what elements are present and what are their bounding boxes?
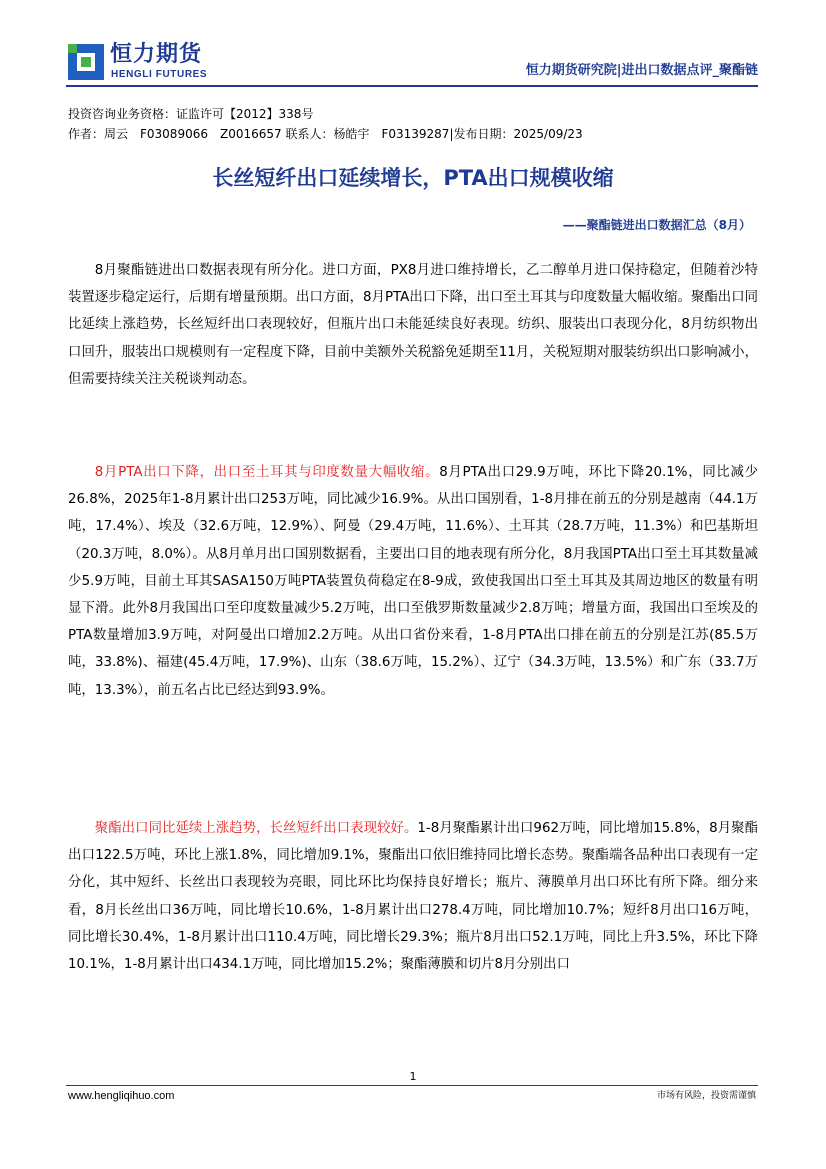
paragraph-summary: 8月聚酯链进出口数据表现有所分化。进口方面，PX8月进口维持增长，乙二醇单月进口保持稳定，但随着沙特装置逐步稳定运行，后期有增量预期。出口方面，8月PTA出口下降，出口至土耳其与印度数量大幅收缩。聚酯出口同比延续上涨趋势，长丝短纤出口表现较好，但瓶片出口未能延续良好表现。纺织、服装出口表现分化，8月纺织物出口回升，服装出口规模则有一定程度下降，目前中美额外关税豁免延期至11月，关税短期对服装纺织出口影响减小，但需要持续关注关税谈判动态。 — [68, 263, 758, 387]
footer-divider — [66, 1085, 758, 1086]
brand-name-cn: 恒力期货 — [110, 42, 203, 67]
header-divider — [66, 85, 758, 87]
paragraph-polyester-highlight: 聚酯出口同比延续上涨趋势，长丝短纤出口表现较好。 — [94, 821, 418, 836]
header-report-label: 恒力期货研究院|进出口数据点评_聚酯链 — [525, 63, 758, 78]
paragraph-polyester-body: 1-8月聚酯累计出口962万吨，同比增加15.8%，8月聚酯出口122.5万吨，环比上涨1.8%，同比增加9.1%，聚酯出口依旧维持同比增长态势。聚酯端各品种出口表现有一定分化，其中短纤、长丝出口表现较为亮眼，同比环比均保持良好增长；瓶片、薄膜单月出口环比有所下降。细分来看，8月长丝出口36万吨，同比增长10.6%，1-8月累计出口278.4万吨，同比增加10.7%；短纤8月出口16万吨，同比增长30.4%，1-8月累计出口110.4万吨，同比增长29.3%；瓶片8月出口52.1万吨，同比上升3.5%，环比下降10.1%，1-8月累计出口434.1万吨，同比增加15.2%；聚酯薄膜和切片8月分别出口 — [68, 821, 758, 973]
website-link[interactable]: www.hengliqihuo.com — [68, 1090, 175, 1102]
page-subtitle: ——聚酯链进出口数据汇总（8月） — [562, 218, 751, 232]
paragraph-pta-highlight: 8月PTA出口下降，出口至土耳其与印度数量大幅收缩。 — [94, 465, 440, 480]
page-number: 1 — [409, 1070, 417, 1083]
risk-disclaimer: 市场有风险，投资需谨慎 — [656, 1091, 756, 1101]
paragraph-polyester — [68, 815, 758, 978]
author-line: 作者：周云 F03089066 Z0016657 联系人：杨皓宇 F03139287|发布日期：2025/09/23 — [68, 127, 583, 141]
paragraph-pta-body: 8月PTA出口29.9万吨，环比下降20.1%，同比减少26.8%，2025年1-8月累计出口253万吨，同比减少16.9%。从出口国别看，1-8月排在前五的分别是越南（44.1万吨，17.4%）、埃及（32.6万吨，12.9%）、阿曼（29.4万吨，11.6%）、土耳其（28.7万吨，11.3%）和巴基斯坦（20.3万吨，8.0%）。从8月单月出口国别数据看，主要出口目的地表现有所分化，8月我国PTA出口至土耳其数量减少5.9万吨，目前土耳其SASA150万吨PTA装置负荷稳定在8-9成，致使我国出口至土耳其及其周边地区的数量有明显下滑。此外8月我国出口至印度数量减少5.2万吨，出口至俄罗斯数量减少2.8万吨；增量方面，我国出口至埃及的PTA数量增加3.9万吨，对阿曼出口增加2.2万吨。从出口省份来看，1-8月PTA出口排在前五的分别是江苏(85.5万吨，33.8%)、福建(45.4万吨，17.9%)、山东（38.6万吨，15.2%）、辽宁（34.3万吨，13.5%）和广东（33.7万吨，13.3%），前五名占比已经达到93.9%。 — [68, 465, 758, 698]
license-line: 投资咨询业务资格：证监许可【2012】338号 — [68, 107, 314, 121]
paragraph-pta — [68, 459, 758, 704]
brand-name-en: HENGLI FUTURES — [111, 69, 208, 80]
page-title: 长丝短纤出口延续增长，PTA出口规模收缩 — [212, 166, 614, 190]
page-header — [0, 0, 826, 90]
hengli-logo-icon — [68, 44, 104, 80]
